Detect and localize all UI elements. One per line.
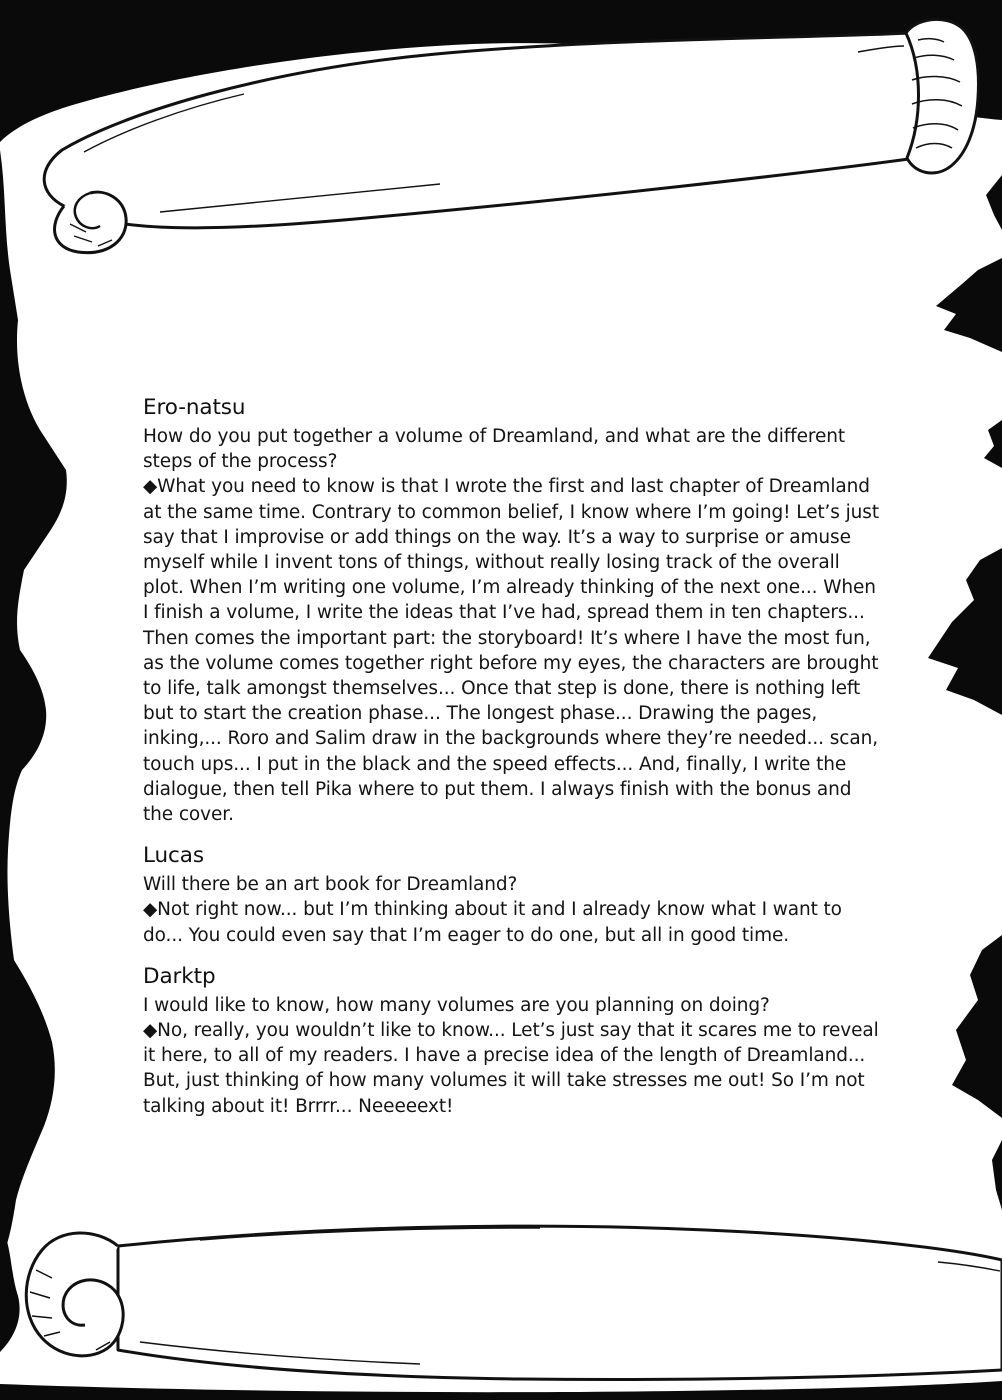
left-tip-hatching bbox=[70, 224, 112, 246]
asker-name: Darktp bbox=[143, 963, 216, 989]
right-ink-blob-2 bbox=[928, 548, 1002, 715]
right-ink-blob-3 bbox=[952, 935, 1002, 1118]
qa-section-ero-natsu bbox=[143, 394, 881, 827]
scroll-roll-left bbox=[26, 1233, 123, 1356]
answer-text: ◆Not right now... but I’m thinking about it and I already know what I want to do... You could even say that I’m eager to do one, but all in good time. bbox=[143, 899, 842, 946]
scroll-paper bbox=[118, 1226, 1002, 1379]
right-torn-edge-illustration bbox=[922, 0, 1002, 1400]
left-ink-shape bbox=[0, 150, 67, 1262]
qa-section-lucas bbox=[143, 842, 881, 948]
scroll-sketch-lines bbox=[140, 1228, 1000, 1364]
scroll-sketch-lines bbox=[84, 46, 904, 212]
left-edge-ink bbox=[0, 1224, 20, 1352]
roll-left-hatching bbox=[30, 1270, 110, 1350]
answer-text: ◆No, really, you wouldn’t like to know... Let’s just say that it scares me to reveal it here, to all of my readers. I have a precise idea of the length of Dreamland... But, just thinking of how many volumes it will take stresses me out! So I’m not talking about it! Brrrr... Neeeeext! bbox=[143, 1020, 879, 1117]
left-torn-edge-illustration bbox=[0, 0, 90, 1400]
top-black-backdrop bbox=[0, 0, 1002, 142]
qa-section-darktp bbox=[143, 963, 881, 1119]
qa-text-block bbox=[143, 394, 881, 1119]
question-text: How do you put together a volume of Dreamland, and what are the different steps of the process? bbox=[143, 426, 846, 473]
question-text: Will there be an art book for Dreamland? bbox=[143, 874, 518, 896]
bottom-black-bar bbox=[0, 1381, 1002, 1400]
question-text: I would like to know, how many volumes are you planning on doing? bbox=[143, 994, 770, 1016]
right-ink-sliver-3 bbox=[992, 1140, 1002, 1210]
left-ink-spike bbox=[0, 470, 54, 524]
asker-name: Lucas bbox=[143, 843, 204, 869]
right-ink-blob-1 bbox=[936, 258, 1002, 352]
scroll-roll-left-tip bbox=[55, 192, 127, 252]
top-scroll-illustration bbox=[0, 0, 1002, 270]
scroll-roll-right bbox=[906, 19, 978, 173]
roll-right-hatching bbox=[912, 39, 962, 148]
scroll-roll-left-spiral bbox=[75, 193, 100, 228]
scroll-paper bbox=[44, 33, 925, 228]
asker-name: Ero-natsu bbox=[143, 395, 246, 420]
bottom-scroll-illustration bbox=[0, 1200, 1002, 1400]
right-ink-sliver-2 bbox=[984, 420, 1002, 468]
answer-text: ◆What you need to know is that I wrote the first and last chapter of Dreamland at the same time. Contrary to common belief, I know where I’m going! Let’s just say that I improvise or add things on the way. It’s a way to surprise or amuse myself while I invent tons of things, without really losing track of the overall plot. When I’m writing one volume, I’m already thinking of the next one... When I finish a volume, I write the ideas that I’ve had, spread them in ten chapters... Then comes the important part: the storyboard! It’s where I have the most fun, as the volume comes together right before my eyes, the characters are brought to life, talk amongst themselves... Once that step is done, there is nothing left but to start the creation phase... The longest phase... Drawing the pages, inking,... Roro and Salim draw in the backgrounds where they’re needed... scan, touch ups... I put in the black and the speed effects... And, finally, I write the dialogue, then tell Pika where to put them. I always finish with the bonus and the cover. bbox=[143, 476, 879, 826]
right-ink-sliver-top bbox=[986, 175, 1002, 230]
